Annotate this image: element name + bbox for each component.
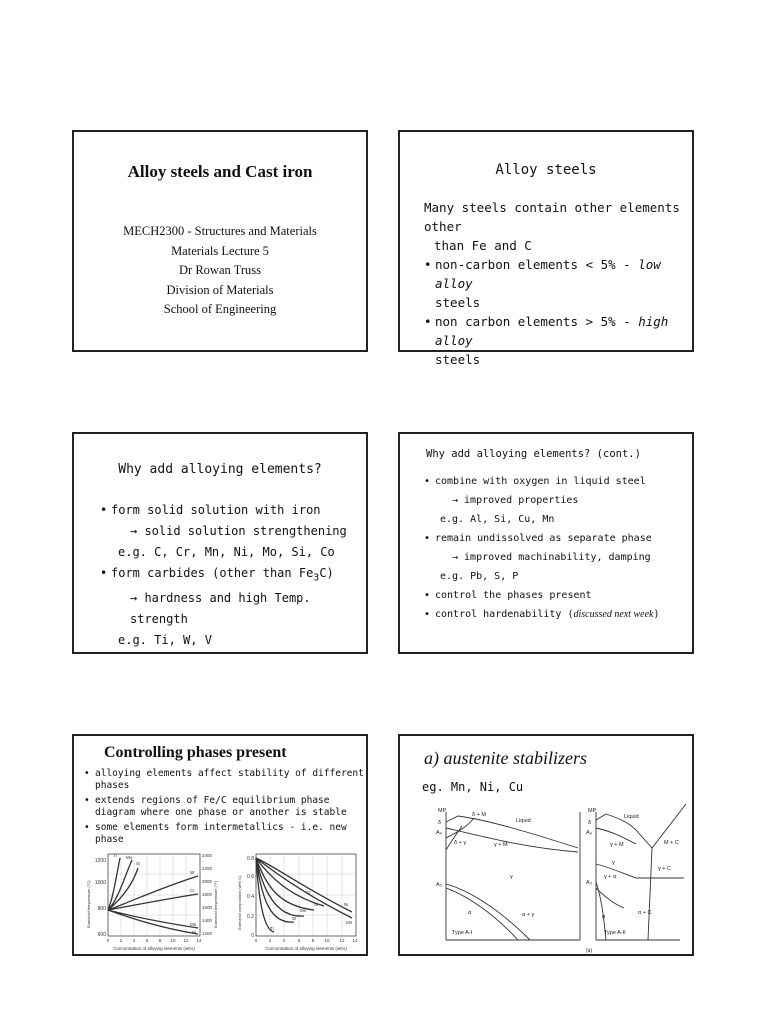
label-delta-gamma: δ + γ [454, 840, 467, 846]
arrow-line: → solid solution strengthening [130, 524, 347, 538]
bullet-stability: • alloying elements affect stability of different phases [84, 768, 364, 792]
label-mo: Mo [126, 855, 133, 860]
label-a3: A₃ [436, 882, 442, 888]
slide-why-alloying-cont [398, 432, 694, 654]
eutectoid-temperature-figure [80, 848, 220, 956]
slide-title-heading: Alloy steels and Cast iron [127, 162, 313, 181]
example-line: e.g. Pb, S, P [440, 571, 519, 582]
slide-heading: Why add alloying elements? (cont.) [426, 448, 641, 460]
phase-diagram-type-a2 [586, 804, 686, 940]
y-tick: 0.6 [247, 874, 254, 880]
author-line: Dr Rowan Truss [179, 263, 261, 277]
figure-caption: (a) [586, 948, 593, 954]
slide-austenite-stabilizers [398, 734, 694, 956]
intro-text-cont: than Fe and C [434, 238, 532, 253]
slide-heading: a) austenite stabilizers [424, 748, 587, 768]
label-gamma: γ [612, 860, 615, 866]
label-ti: Ti [113, 853, 117, 858]
slide-body [84, 768, 364, 846]
x-tick: 14 [196, 938, 202, 943]
slide-why-alloying [72, 432, 368, 654]
x-tick: 8 [311, 938, 315, 943]
bullet-oxygen: • combine with oxygen in liquid steel [424, 472, 688, 491]
curve-ni [256, 858, 352, 912]
slide-heading: Controlling phases present [104, 744, 287, 761]
label-a4: A₄ [436, 830, 442, 836]
y-tick-right: 1600 [202, 905, 213, 910]
label-delta: δ [438, 820, 442, 826]
bullet-solid-solution: • form solid solution with iron [100, 500, 360, 521]
y-tick-right: 1200 [202, 931, 213, 936]
y-tick: 800 [97, 906, 106, 912]
eutectoid-composition-figure [234, 848, 362, 956]
x-tick: 10 [170, 938, 176, 943]
y-tick: 600 [97, 932, 106, 938]
y-tick: 0.8 [247, 856, 254, 862]
label-ni: Ni [344, 902, 349, 907]
x-tick: 12 [183, 938, 189, 943]
arrow-line: → improved properties [452, 495, 579, 506]
label-ti: Ti [270, 926, 274, 931]
y-tick-right: 2000 [202, 879, 213, 884]
x-tick: 6 [145, 938, 149, 943]
label-mp: MP [588, 808, 597, 814]
x-tick: 2 [119, 938, 123, 943]
x-tick: 12 [339, 938, 345, 943]
lecture-line: Materials Lecture 5 [171, 243, 269, 258]
x-tick: 14 [352, 938, 358, 943]
course-line: MECH2300 - Structures and Materials [123, 224, 317, 238]
bullet-extends: • extends regions of Fe/C equilibrium phase diagram where one phase or another is stable [84, 795, 364, 819]
bullet-carbides: • form carbides (other than $Fe_3C$) [100, 563, 360, 588]
y-axis-label: Eutectoid composition (wt% C) [237, 875, 242, 930]
bullet-high-alloy: • non carbon elements > 5% - high alloy steels [424, 312, 682, 369]
label-cr: Cr [190, 888, 195, 893]
y-axis-label: Eutectoid temperature (°C) [86, 880, 91, 928]
curve-w [108, 876, 198, 910]
example-line: e.g. Al, Si, Cu, Mn [440, 514, 555, 525]
x-axis-label: Concentration of alloying elements (wt%) [113, 946, 195, 951]
slide-title [72, 130, 368, 352]
label-cr: Cr [306, 890, 311, 895]
label-si: Si [136, 861, 141, 866]
x-axis-label: Concentration of alloying elements (wt%) [265, 946, 347, 951]
intro-text: Many steels contain other elements other [424, 200, 680, 234]
arrow-line: → hardness and high Temp. strength [130, 591, 311, 627]
label-mp: MP [438, 808, 447, 814]
bullet-hardenability: • control hardenability (discussed next week) [424, 605, 688, 624]
label-mn: Mn [346, 920, 353, 925]
y-tick-right: 2200 [202, 866, 213, 871]
slide-body [424, 472, 688, 624]
y-tick-right: 1800 [202, 892, 213, 897]
slide-alloy-steels [398, 130, 694, 367]
slide-title-details [74, 222, 366, 320]
y-tick: 0.4 [247, 894, 254, 900]
slide-heading: Why add alloying elements? [118, 462, 322, 477]
example-line: e.g. C, Cr, Mn, Ni, Mo, Si, Co [118, 545, 335, 559]
slide-heading: Alloy steels [495, 162, 597, 178]
y-tick: 1200 [94, 858, 106, 864]
label-delta-m: δ + M [472, 812, 486, 818]
label-w: W [292, 916, 297, 921]
label-gamma-m: γ + M [494, 842, 508, 848]
label-mn: Mn [190, 922, 197, 927]
y-tick: 1000 [94, 880, 106, 886]
bullet-phases: • control the phases present [424, 586, 688, 605]
x-tick: 4 [282, 938, 286, 943]
slide-body [424, 198, 682, 369]
bullet-low-alloy: • non-carbon elements < 5% - low alloy steels [424, 255, 682, 312]
label-delta: δ [588, 820, 592, 826]
x-tick: 10 [324, 938, 330, 943]
x-tick: 2 [268, 938, 272, 943]
x-tick: 0 [254, 938, 258, 943]
x-tick: 0 [106, 938, 110, 943]
y-tick-right: 1400 [202, 918, 213, 923]
y-tick: 0 [251, 933, 254, 939]
label-gamma-m: γ + M [610, 842, 624, 848]
label-alpha: α [468, 910, 472, 916]
phase-diagram-type-a1 [436, 808, 580, 940]
x-tick: 6 [297, 938, 301, 943]
y-tick-right: 2400 [202, 853, 213, 858]
division-line: Division of Materials [166, 282, 274, 297]
slide-controlling-phases [72, 734, 368, 956]
label-alpha-gamma: α + γ [522, 912, 535, 918]
label-gamma: γ [510, 874, 513, 880]
label-m-c: M + C [664, 840, 679, 846]
slide-subheading: eg. Mn, Ni, Cu [422, 780, 524, 794]
example-line: e.g. Ti, W, V [118, 633, 212, 648]
label-gamma-alpha: γ + α [604, 874, 617, 880]
label-type-a2: Type A-II [604, 930, 626, 936]
curve-si [256, 858, 314, 910]
phase-diagram-figure [418, 804, 688, 956]
label-ni: Ni [192, 930, 197, 935]
label-mo: Mo [300, 908, 307, 913]
label-a4: A₄ [586, 830, 592, 836]
bullet-intermetallics: • some elements form intermetallics - i.e. new phase [84, 822, 364, 846]
school-line: School of Engineering [163, 302, 277, 316]
label-liquid: Liquid [624, 814, 639, 820]
bullet-undissolved: • remain undissolved as separate phase [424, 529, 688, 548]
label-gamma-c: γ + C [658, 866, 671, 872]
label-type-a1: Type A-I [452, 930, 473, 936]
arrow-line: → improved machinability, damping [452, 552, 651, 563]
label-liquid: Liquid [516, 818, 531, 824]
label-si: Si [314, 902, 319, 907]
y-tick: 0.2 [247, 914, 254, 920]
curve-mn [108, 910, 198, 928]
x-tick: 4 [132, 938, 136, 943]
label-w: W [190, 870, 195, 875]
y-axis-label-right: Eutectoid temperature (°F) [213, 880, 218, 928]
x-tick: 8 [158, 938, 162, 943]
slide-body [100, 500, 360, 651]
label-alpha: α [602, 914, 606, 920]
label-a3: A₃ [586, 880, 592, 886]
label-alpha-c: α + C [638, 910, 652, 916]
